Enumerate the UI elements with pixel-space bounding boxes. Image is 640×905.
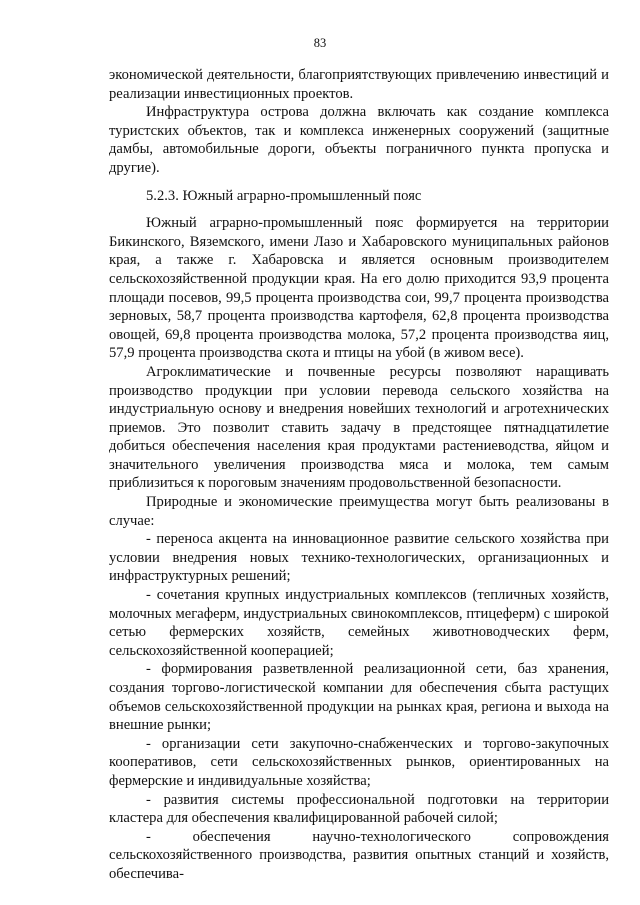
- body-text: [109, 66, 609, 884]
- paragraph-continuation: экономической деятельности, благоприятствующих привлечению инвестиций и реализации инвестиционных проектов.: [109, 67, 609, 102]
- paragraph: Природные и экономические преимущества могут быть реализованы в случае:: [109, 494, 609, 529]
- list-item: - сочетания крупных индустриальных комплексов (тепличных хозяйств, молочных мегаферм, индустриальных свинокомплексов, птицеферм) с широкой сетью фермерских хозяйств, семейных животноводческих ферм, сельскохозяйственной кооперацией;: [109, 587, 609, 659]
- list-item: - организации сети закупочно-снабженческих и торгово-закупочных кооперативов, сети сельскохозяйственных рынков, ориентированных на фермерские и индивидуальные хозяйства;: [109, 735, 609, 789]
- list-item: - формирования разветвленной реализационной сети, баз хранения, создания торгово-логистической компании для обеспечения сбыта растущих объемов сельскохозяйственной продукции на рынках края, региона и выхода на внешние рынки;: [109, 661, 609, 734]
- page-number: 83: [313, 36, 327, 50]
- list-item: - развития системы профессиональной подготовки на территории кластера для обеспечения квалифицированной рабочей силой;: [109, 791, 609, 827]
- paragraph: Агроклиматические и почвенные ресурсы позволяют наращивать производство продукции при условии перевода сельского хозяйства на индустриальную основу и внедрения новейших технологий и агротехнических приемов. Это позволит ставить задачу в предстоящее пятнадцатилетие добиться обеспечения населения края продуктами растениеводства, яйцом и значительного увеличения производства мяса и молока, тем самым приблизиться к пороговым значениям продовольственной безопасности.: [109, 363, 609, 492]
- paragraph: Инфраструктура острова должна включать как создание комплекса туристских объектов, так и комплекса инженерных сооружений (защитные дамбы, автомобильные дороги, объекты пограничного пункта пропуска и другие).: [109, 104, 609, 176]
- list-item: - переноса акцента на инновационное развитие сельского хозяйства при условии внедрения новых технико-технологических, организационных и инфраструктурных решений;: [109, 531, 609, 585]
- paragraph: Южный аграрно-промышленный пояс формируется на территории Бикинского, Вяземского, имени Лазо и Хабаровского муниципальных районов края, а также г. Хабаровска и является основным производителем сельскохозяйственной продукции края. На его долю приходится 93,9 процента площади посевов, 99,5 процента производства сои, 99,7 процента производства зерновых, 58,7 процента производства картофеля, 62,8 процента производства овощей, 69,8 процента производства молока, 57,2 процента производства яиц, 57,9 процента производства скота и птицы на убой (в живом весе).: [109, 215, 609, 362]
- list-item: - обеспечения научно-технологического сопровождения сельскохозяйственного производства, развития опытных станций и хозяйств, обеспечива-: [109, 828, 609, 882]
- section-heading: 5.2.3. Южный аграрно-промышленный пояс: [146, 187, 422, 204]
